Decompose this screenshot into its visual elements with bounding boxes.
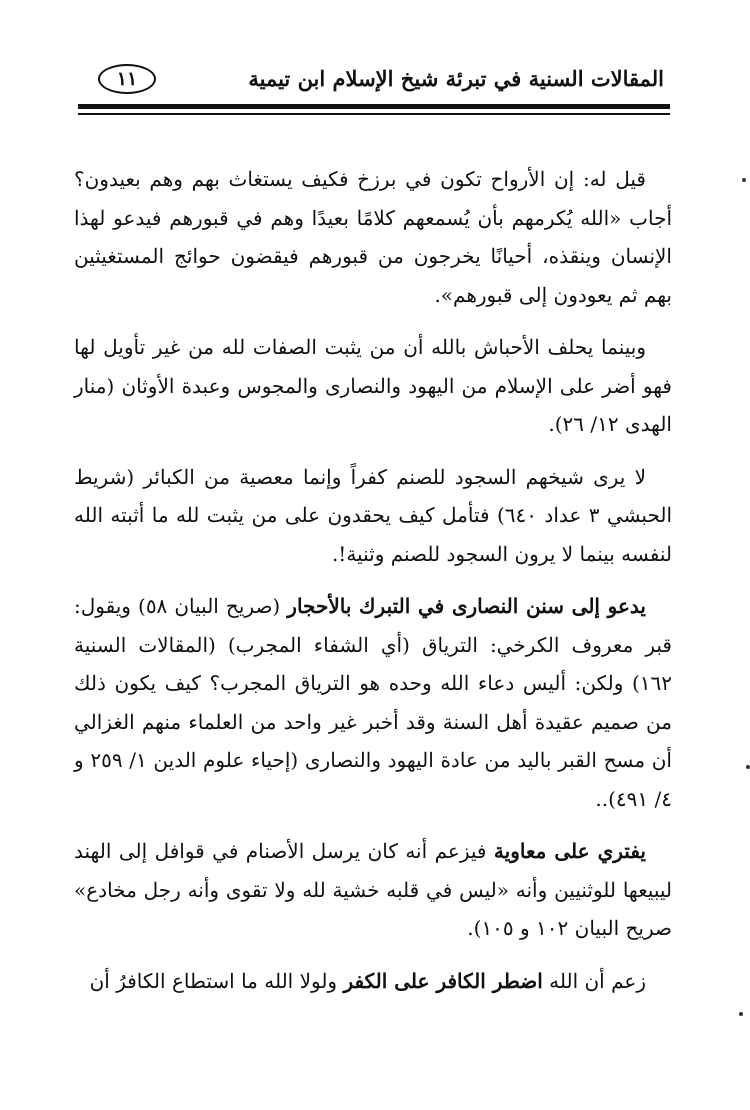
page-number-text: ١١ <box>116 68 138 90</box>
paragraph-text: فيزعم أنه كان يرسل الأصنام في قوافل إلى الهند ليبيعها للوثنيين وأنه «ليس في قلبه خشية لله ولا تقوى وأنه رجل مخادع» صريح البيان ١٠٢ و ١٠٥). <box>74 839 672 940</box>
margin-speck <box>746 765 750 769</box>
paragraph-text: لا يرى شيخهم السجود للصنم كفراً وإنما معصية من الكبائر (شريط الحبشي ٣ عداد ٦٤٠) فتأمل كيف يحقدون على من يثبت لله ما أثبته الله لنفسه بينما لا يرون السجود للصنم وثنية!. <box>74 464 673 566</box>
paragraph-5 <box>74 832 672 948</box>
paragraph-text: قيل له: إن الأرواح تكون في برزخ فكيف يستغاث بهم وهم بعيدون؟ أجاب «الله يُكرمهم بأن يُسمعهم كلامًا بعيدًا وهم في قبورهم فيدعو لهذا الإنسان وينقذه، أحيانًا يخرجون من قبورهم فيقضون حوائج المستغيثين بهم ثم يعودون إلى قبورهم». <box>74 167 672 307</box>
page-header <box>78 60 670 110</box>
running-title: المقالات السنية في تبرئة شيخ الإسلام ابن تيمية <box>248 66 664 91</box>
header-rule-thin <box>78 113 670 115</box>
paragraph-text: ولولا الله ما استطاع الكافرُ أن <box>89 968 344 993</box>
body-text <box>74 160 672 1014</box>
page-number <box>98 64 156 94</box>
paragraph-2 <box>74 328 672 444</box>
paragraph-4 <box>74 587 672 818</box>
paragraph-text: (صريح البيان ٥٨) ويقول: قبر معروف الكرخي: الترياق (أي الشفاء المجرب) (المقالات السنية ١٦٢) ولكن: أليس دعاء الله وحده هو الترياق المجرب؟ كيف يكون ذلك من صميم عقيدة أهل السنة وقد أخبر غير واحد من العلماء منهم الغزالي أن مسح القبر باليد من عادة اليهود والنصارى (إحياء علوم الدين ١/ ٢٥٩ و ٤/ ٤٩١).. <box>74 594 672 811</box>
paragraph-pre: زعم أن الله <box>542 968 646 993</box>
paragraph-6 <box>74 962 672 1001</box>
paragraph-lead-bold: يفتري على معاوية <box>493 839 646 863</box>
margin-speck <box>742 178 746 182</box>
margin-speck <box>739 1012 743 1016</box>
paragraph-text: وبينما يحلف الأحباش بالله أن من يثبت الصفات لله من غير تأويل لها فهو أضر على الإسلام من اليهود والنصارى والمجوس وعبدة الأوثان (منار الهدى ١٢/ ٢٦). <box>74 335 672 436</box>
paragraph-3 <box>74 458 672 574</box>
header-rule-thick <box>78 104 670 109</box>
paragraph-lead-bold: يدعو إلى سنن النصارى في التبرك بالأحجار <box>287 594 646 618</box>
paragraph-lead-bold: اضطر الكافر على الكفر <box>343 968 543 993</box>
paragraph-1 <box>74 160 672 314</box>
